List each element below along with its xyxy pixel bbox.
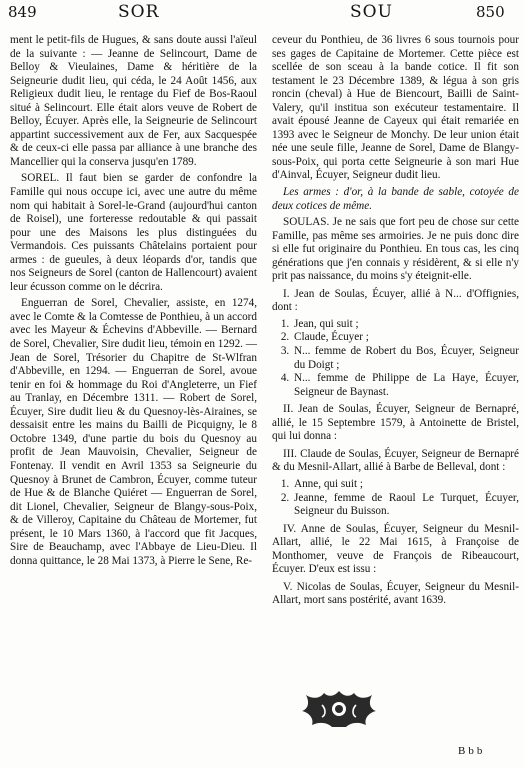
ornamental-vignette	[298, 687, 380, 729]
signature-mark: Bbb	[458, 745, 486, 757]
child-entry: 3. N... femme de Robert du Bos, Écuyer, Seigneur du Doigt ;	[292, 345, 519, 372]
left-column	[10, 34, 257, 571]
generation-3: III. Claude de Soulas, Écuyer, Seigneur de Bernapré & du Mesnil-Allart, allié à Barbe de Belleval, dont :	[272, 447, 519, 474]
generation-5: V. Nicolas de Soulas, Écuyer, Seigneur du Mesnil-Allart, mort sans postérité, avant 1639.	[272, 580, 519, 607]
child-entry: 1. Jean, qui suit ;	[292, 318, 519, 332]
running-head-right: SOU	[350, 2, 393, 22]
child-entry: 1. Anne, qui suit ;	[292, 478, 519, 492]
generation-2: II. Jean de Soulas, Écuyer, Seigneur de Bernapré, allié, le 15 Septembre 1579, à Antoinette de Bristel, qui lui donna :	[272, 403, 519, 443]
sorel-lineage-paragraph: Enguerran de Sorel, Chevalier, assiste, en 1274, avec le Comte & la Comtesse de Ponthieu, à un accord avec les Mayeur & Échevins d'Abbeville. — Bernard de Sorel, Chevalier, Sire dudit lieu, témoin en 1292. — Jean de Sorel, Trésorier du Chapitre de St-Wlfran d'Abbeville, en 1294. — Enguerran de Sorel, avoue tenir en foi & hommage du Roi d'Angleterre, un Fief au Tranlay, en Décembre 1311. — Robert de Sorel, Écuyer, Sire dudit lieu & du Quesnoy-lès-Airaines, se dessaisit entre les mains du Bailli de Picquigny, le 8 Octobre 1349, d'une partie du bois du Quesnoy au profit de Jean Mauvoisin, Chevalier, Seigneur de Fontenay. Il vendit en Avril 1353 sa Seigneurie du Quesnoy à Brunet de Cambron, Écuyer, comme tuteur de Hue & de Blanche Quiéret — Enguerran de Sorel, dit Lionel, Chevalier, Seigneur de Blangy-sous-Poix, & de Villeroy, Capitaine du Château de Mortemer, fut présent, le 10 Mars 1360, à l'accord que fit Jacques, Sire de Beauchamp, avec l'Abbaye de Lieu-Dieu. Il donna quittance, le 28 Mai 1373, à Pierre le Sene, Re-	[10, 297, 257, 567]
child-entry: 2. Jeanne, femme de Raoul Le Turquet, Écuyer, Seigneur du Buisson.	[292, 492, 519, 519]
selincourt-paragraph: ment le petit-fils de Hugues, & sans doute aussi l'aïeul de la suivante : — Jeanne de Selincourt, Dame de Belloy & Vieulaines, Dame & héritière de la Seigneurie dudit lieu, qui céda, le 24 Août 1456, aux Religieux dudit lieu, le rentage du Fief de Bos-Raoul situé à Selincourt. Elle était alors veuve de Robert de Belloy, Écuyer. Après elle, la Seigneurie de Selincourt appartint successivement aux de Fer, aux Sacquespée & de ceux-ci elle passa par alliance à une branche des Mancellier qui la conserva jusqu'en 1789.	[10, 34, 257, 168]
soulas-intro-paragraph: SOULAS. Je ne sais que fort peu de chose sur cette Famille, pas même ses armoiries. Je ne puis donc dire si elle fut originaire du Ponthieu. En tous cas, les cinq générations que j'en connais y résidèrent, & si elle n'y prit pas naissance, du moins s'y éteignit-elle.	[272, 216, 519, 283]
child-entry: 4. N... femme de Philippe de La Haye, Écuyer, Seigneur de Baynast.	[292, 372, 519, 399]
sorel-continued-paragraph: ceveur du Ponthieu, de 36 livres 6 sous tournois pour ses gages de Capitaine de Mortemer. Cette pièce est scellée de son sceau à la bande cotice. Il fit son testament le 23 Décembre 1389, & légua à son gris roncin (cheval) à Hue de Biencourt, Bailli de Saint-Valery, qu'il institua son exécuteur testamentaire. Il avait épousé Jeanne de Cayeux qui était remariée en 1393 avec le Seigneur de Monchy. De leur union était née une seule fille, Jeanne de Sorel, Dame de Blangy-sous-Poix, qui porta cette Seigneurie à son mari Hue d'Ainval, Écuyer, Seigneur dudit lieu.	[272, 34, 519, 182]
page-number-right: 850	[476, 3, 505, 21]
running-head-left: SOR	[118, 2, 160, 22]
generation-3-children	[272, 478, 519, 519]
generation-1: I. Jean de Soulas, Écuyer, allié à N... d'Offignies, dont :	[272, 287, 519, 314]
right-column	[272, 34, 519, 611]
generation-4: IV. Anne de Soulas, Écuyer, Seigneur du Mesnil-Allart, allié, le 22 Mai 1615, à Françoise de Monthomer, veuve de François de Ribeaucourt, Écuyer. D'eux est issu :	[272, 522, 519, 576]
sorel-intro-paragraph: SOREL. Il faut bien se garder de confondre la Famille qui nous occupe ici, avec une autre du même nom qui habitait à Sorel-le-Grand (aujourd'hui canton de Roisel), une forteresse redoutable & qui passait pour une des Maisons les plus distinguées du Vermandois. Ces puissants Châtelains portaient pour armes : de gueules, à deux léopards d'or, tandis que nos Seigneurs de Sorel (canton de Hallencourt) avaient leur écusson comme on le décrira.	[10, 172, 257, 293]
page-number-left: 849	[8, 3, 37, 21]
sorel-arms-paragraph: Les armes : d'or, à la bande de sable, cotoyée de deux cotices de même.	[272, 186, 519, 212]
generation-1-children	[272, 318, 519, 399]
child-entry: 2. Claude, Écuyer ;	[292, 331, 519, 345]
